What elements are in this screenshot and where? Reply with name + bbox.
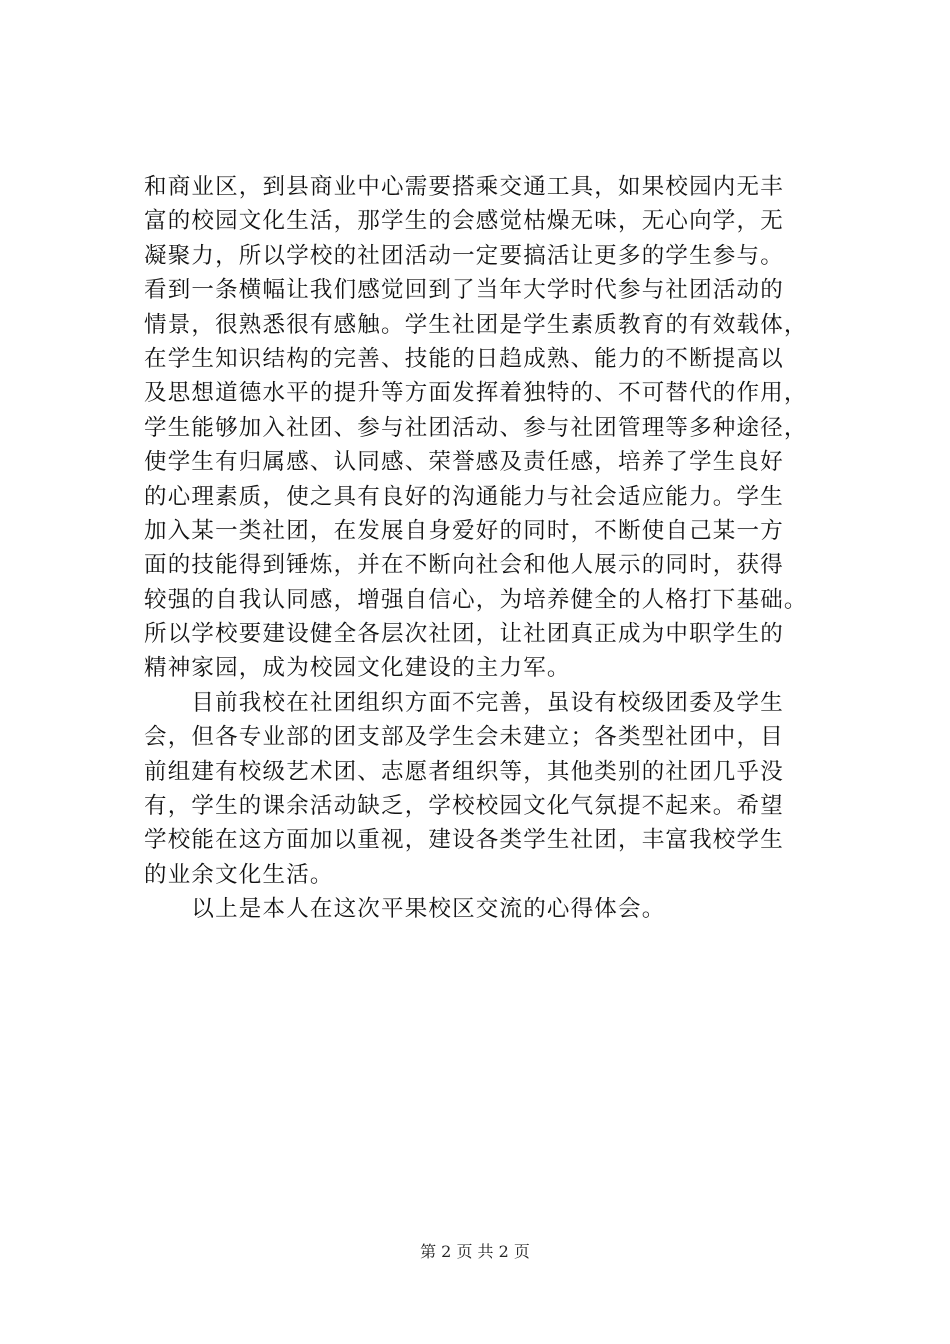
text-line: 情景，很熟悉很有感触。学生社团是学生素质教育的有效载体，	[144, 311, 808, 338]
text-line: 凝聚力，所以学校的社团活动一定要搞活让更多的学生参与。	[144, 242, 784, 269]
text-line: 在学生知识结构的完善、技能的日趋成熟、能力的不断提高以	[144, 345, 784, 372]
text-line: 会，但各专业部的团支部及学生会未建立；各类型社团中，目	[144, 724, 784, 751]
page-footer: 第 2 页 共 2 页	[420, 1242, 530, 1261]
text-line: 及思想道德水平的提升等方面发挥着独特的、不可替代的作用，	[144, 380, 808, 407]
text-line: 的心理素质，使之具有良好的沟通能力与社会适应能力。学生	[144, 483, 784, 510]
text-line: 和商业区，到县商业中心需要搭乘交通工具，如果校园内无丰	[144, 174, 784, 200]
text-line: 的业余文化生活。	[144, 861, 334, 888]
text-line: 较强的自我认同感，增强自信心，为培养健全的人格打下基础。	[144, 586, 808, 613]
text-line: 使学生有归属感、认同感、荣誉感及责任感，培养了学生良好	[144, 449, 784, 476]
text-line: 面的技能得到锤炼，并在不断向社会和他人展示的同时，获得	[144, 552, 784, 579]
text-line: 学生能够加入社团、参与社团活动、参与社团管理等多种途径，	[144, 414, 808, 441]
text-line: 加入某一类社团，在发展自身爱好的同时，不断使自己某一方	[144, 517, 784, 544]
text-line: 精神家园，成为校园文化建设的主力军。	[144, 655, 571, 682]
text-line: 所以学校要建设健全各层次社团，让社团真正成为中职学生的	[144, 621, 784, 648]
body-text	[144, 170, 844, 927]
text-line: 富的校园文化生活，那学生的会感觉枯燥无味，无心向学，无	[144, 208, 784, 235]
text-line: 以上是本人在这次平果校区交流的心得体会。	[144, 896, 666, 923]
text-line: 前组建有校级艺术团、志愿者组织等，其他类别的社团几乎没	[144, 758, 784, 785]
text-line: 看到一条横幅让我们感觉回到了当年大学时代参与社团活动的	[144, 277, 784, 304]
text-line: 目前我校在社团组织方面不完善，虽设有校级团委及学生	[144, 689, 784, 716]
text-line: 有，学生的课余活动缺乏，学校校园文化气氛提不起来。希望	[144, 793, 784, 820]
text-line: 学校能在这方面加以重视，建设各类学生社团，丰富我校学生	[144, 827, 784, 854]
